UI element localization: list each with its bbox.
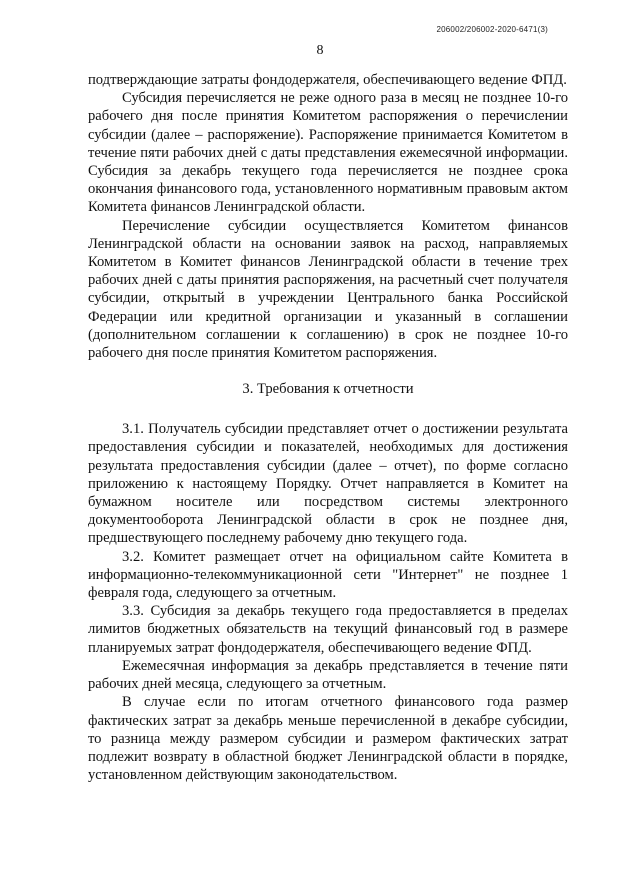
paragraph-3-1: 3.1. Получатель субсидии представляет отчет о достижении результата предоставления субсидии и показателей, необходимых для достижения результата предоставления субсидии (далее – отчет), по форме согласно приложению к настоящему Порядку. Отчет направляется в Комитет на бумажном носителе или посредством системы электронного документооборота Ленинградской области в срок не позднее дня, предшествующего последнему рабочему дню текущего года. — [88, 421, 568, 547]
paragraph-december-info: Ежемесячная информация за декабрь представляется в течение пяти рабочих дней месяца, следующего за отчетным. — [88, 657, 568, 693]
paragraph-continuation: подтверждающие затраты фондодержателя, обеспечивающего ведение ФПД. — [88, 72, 567, 88]
paragraph-subsidy-transfer-schedule: Субсидия перечисляется не реже одного раза в месяц не позднее 10-го рабочего дня после принятия Комитетом распоряжения о перечислении субсидии (далее – распоряжение). Распоряжение принимается Комитетом в течение пяти рабочих дней с даты представления ежемесячной информации. Субсидия за декабрь текущего года перечисляется не позднее срока окончания финансового года, установленного нормативным правовым актом Комитета финансов Ленинградской области. — [88, 90, 568, 216]
paragraph-3-2: 3.2. Комитет размещает отчет на официальном сайте Комитета в информационно-телекоммуникационной сети "Интернет" не позднее 1 февраля года, следующего за отчетным. — [88, 548, 568, 602]
document-id: 206002/206002-2020-6471(3) — [436, 25, 548, 34]
document-body — [88, 71, 568, 784]
section-heading: 3. Требования к отчетности — [242, 381, 414, 398]
page-number: 8 — [316, 43, 324, 58]
paragraph-refund: В случае если по итогам отчетного финансового года размер фактических затрат за декабрь меньше перечисленной в декабре субсидии, то разница между размером субсидии и размером фактических затрат подлежит возврату в областной бюджет Ленинградской области в порядке, установленном действующим законодательством. — [88, 694, 568, 784]
paragraph-3-3: 3.3. Субсидия за декабрь текущего года предоставляется в пределах лимитов бюджетных обязательств на текущий финансовый год в размере планируемых затрат фондодержателя, обеспечивающего ведение ФПД. — [88, 603, 568, 656]
paragraph-subsidy-transfer-procedure: Перечисление субсидии осуществляется Комитетом финансов Ленинградской области на основании заявок на расход, направляемых Комитетом в Комитет финансов Ленинградской области в течение трех рабочих дней с даты принятия распоряжения, на расчетный счет получателя субсидии, открытый в учреждении Центрального банка Российской Федерации или кредитной организации и указанный в соглашении (дополнительном соглашении к соглашению) в срок не позднее 10-го рабочего дня после принятия Комитетом распоряжения. — [88, 217, 568, 362]
